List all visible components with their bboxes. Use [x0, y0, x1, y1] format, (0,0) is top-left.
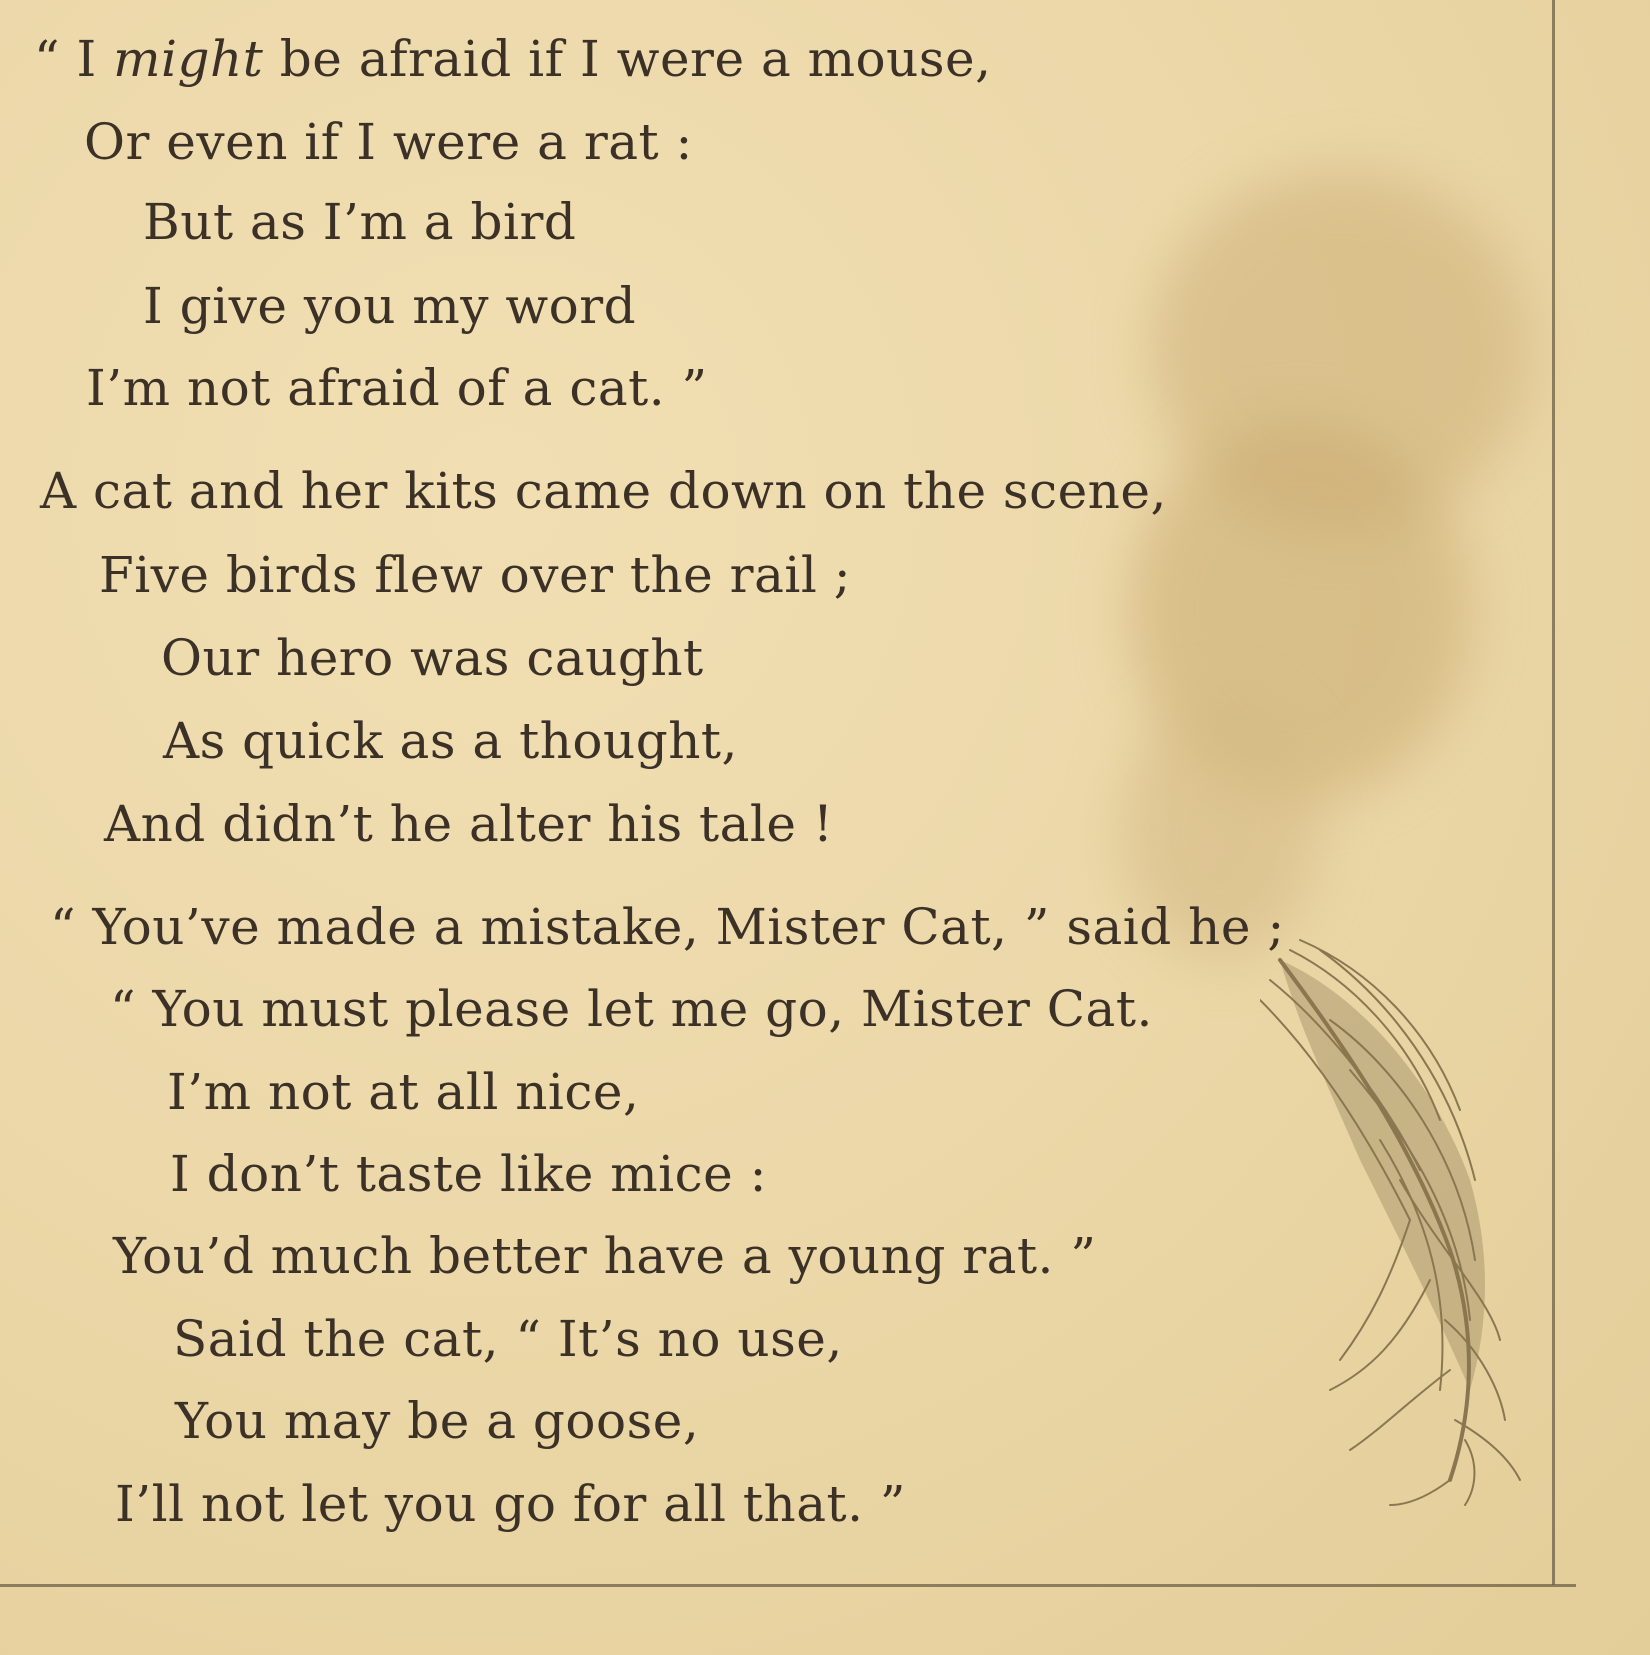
feather-illustration	[1260, 920, 1550, 1510]
poem-line: I’m not afraid of a cat. ”	[86, 359, 708, 417]
poem-line: But as I’m a bird	[143, 193, 577, 251]
poem-line: “ I might be afraid if I were a mouse,	[34, 30, 992, 88]
poem-line: I’m not at all nice,	[167, 1063, 640, 1121]
poem-line: I’ll not let you go for all that. ”	[115, 1475, 906, 1533]
poem-line: You may be a goose,	[175, 1392, 700, 1450]
poem-line: Said the cat, “ It’s no use,	[173, 1310, 843, 1368]
poem-line: I give you my word	[143, 277, 637, 335]
poem-line: Our hero was caught	[161, 629, 704, 687]
page-border-bottom	[0, 1584, 1576, 1587]
poem-line: As quick as a thought,	[163, 712, 738, 770]
poem-line: A cat and her kits came down on the scene,	[40, 462, 1167, 520]
poem-line: You’d much better have a young rat. ”	[113, 1227, 1097, 1285]
page-border-right	[1552, 0, 1555, 1585]
poem-line: And didn’t he alter his tale !	[104, 795, 834, 853]
poem-line: Five birds flew over the rail ;	[99, 546, 852, 604]
poem-line: Or even if I were a rat :	[84, 113, 693, 171]
emphasis-word: might	[113, 30, 264, 88]
poem-line: “ You’ve made a mistake, Mister Cat, ” said he ;	[50, 898, 1285, 956]
poem-line: “ You must please let me go, Mister Cat.	[110, 980, 1153, 1038]
poem-line: I don’t taste like mice :	[170, 1145, 767, 1203]
